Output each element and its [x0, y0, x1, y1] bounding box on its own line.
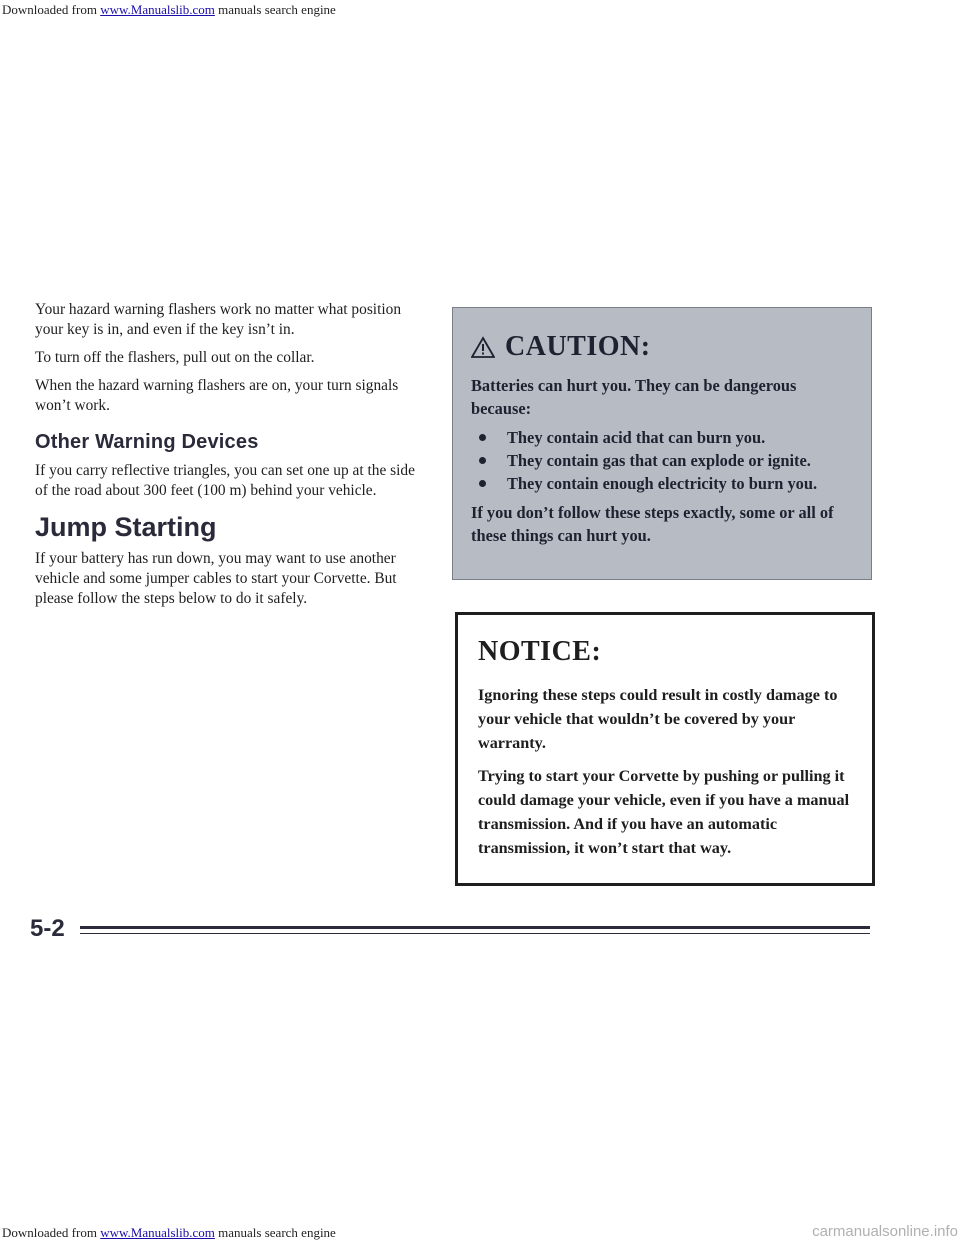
turn-off-paragraph: To turn off the flashers, pull out on the collar. [35, 349, 315, 366]
other-warning-devices-heading: Other Warning Devices [35, 431, 259, 453]
notice-paragraph-2: Trying to start your Corvette by pushing or pulling it could damage your vehicle, even if you have a manual transmission. And if you have an automatic transmission, it won’t start that way. [478, 767, 850, 857]
jump-starting-paragraph: If your battery has run down, you may want to use another vehicle and some jumper cables to start your Corvette. But please follow the steps below to do it safely. [35, 550, 397, 607]
warning-triangle-icon [471, 336, 495, 358]
manualslib-link[interactable]: www.Manualslib.com [100, 2, 215, 17]
caution-outro: If you don’t follow these steps exactly, some or all of these things can hurt you. [471, 503, 834, 545]
caution-intro: Batteries can hurt you. They can be dangerous because: [471, 376, 797, 418]
notice-title: NOTICE: [478, 636, 602, 667]
footer-suffix: manuals search engine [214, 1225, 336, 1240]
footer-rule-thick [80, 926, 870, 929]
turn-signals-paragraph: When the hazard warning flashers are on, your turn signals won’t work. [35, 377, 399, 414]
watermark: carmanualsonline.info [812, 1223, 958, 1240]
page-number: 5-2 [30, 915, 65, 942]
hazard-flashers-paragraph: Your hazard warning flashers work no matter what position your key is in, and even if the key isn’t in. [35, 301, 402, 338]
caution-bullet: They contain enough electricity to burn you. [471, 472, 853, 495]
header-suffix: manuals search engine [214, 2, 336, 17]
reflective-triangles-paragraph: If you carry reflective triangles, you can set one up at the side of the road about 300 feet (100 m) behind your vehicle. [35, 462, 415, 499]
jump-starting-heading: Jump Starting [35, 512, 217, 542]
notice-paragraph-1: Ignoring these steps could result in costly damage to your vehicle that wouldn’t be covered by your warranty. [478, 686, 838, 752]
caution-bullet: They contain acid that can burn you. [471, 426, 853, 449]
download-header [2, 2, 336, 18]
caution-title-text: CAUTION: [505, 331, 651, 362]
footer-prefix: Downloaded from [2, 1225, 101, 1240]
notice-box [455, 612, 875, 886]
caution-bullet-list [471, 426, 853, 495]
download-footer [2, 1225, 336, 1241]
header-prefix: Downloaded from [2, 2, 101, 17]
left-column [35, 300, 430, 617]
manualslib-footer-link[interactable]: www.Manualslib.com [100, 1225, 215, 1240]
caution-title [471, 330, 853, 364]
caution-box [452, 307, 872, 580]
footer-rule-thin [80, 933, 870, 934]
caution-bullet: They contain gas that can explode or ignite. [471, 449, 853, 472]
